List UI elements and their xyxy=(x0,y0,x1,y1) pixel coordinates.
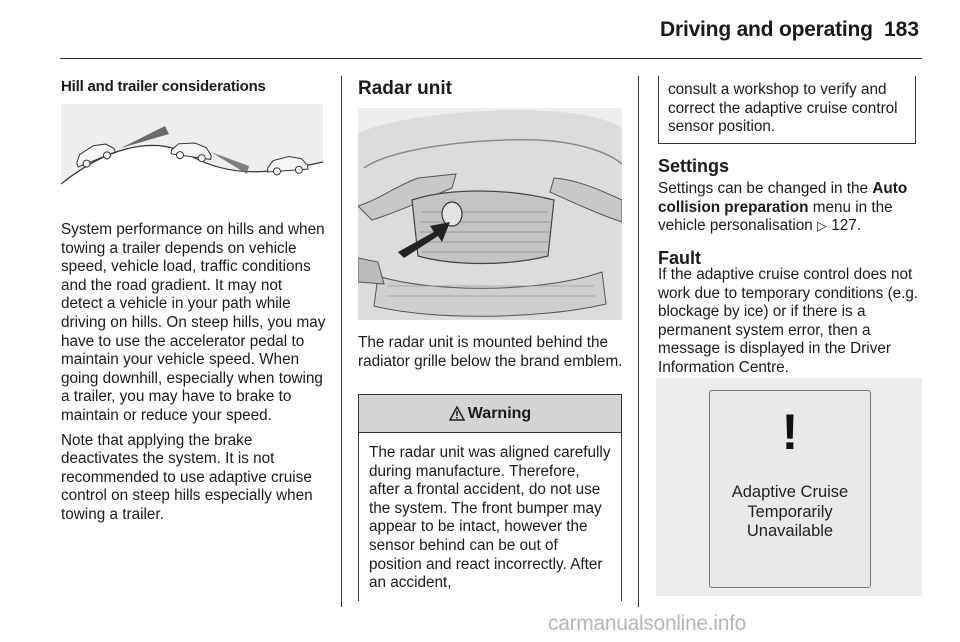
warning-box xyxy=(358,394,622,601)
column-divider-left xyxy=(341,76,342,607)
settings-text-pre: Settings can be changed in the xyxy=(658,180,873,197)
column-divider-right xyxy=(638,76,639,607)
watermark: carmanualsonline.info xyxy=(548,612,746,635)
settings-heading: Settings xyxy=(658,156,730,176)
fault-paragraph: If the adaptive cruise control does not work due to temporary conditions (e.g. blockage by ice) or if there is a permanent system error, then a message is displayed in the Driver Information Centre. xyxy=(658,266,919,376)
hill-trailer-illustration xyxy=(61,104,323,210)
settings-page-reference[interactable]: 127. xyxy=(831,217,862,235)
dic-message-line-3: Unavailable xyxy=(746,522,834,540)
settings-body xyxy=(658,180,924,242)
dic-message-line-1: Adaptive Cruise xyxy=(731,483,849,501)
driver-information-centre-illustration xyxy=(656,378,922,596)
dic-display xyxy=(709,390,871,588)
page-number: 183 xyxy=(884,18,920,41)
dic-message xyxy=(710,483,870,542)
warning-text: The radar unit was aligned carefully during manufacture. Therefore, after a frontal accident, do not use the system. The front bumper may appear to be intact, however the sensor behind can be out of position and react incorrectly. After an accident, xyxy=(369,444,611,592)
radar-unit-illustration xyxy=(358,108,622,320)
fault-body xyxy=(658,266,924,384)
exclamation-icon: ! xyxy=(781,404,799,460)
warning-continuation-box xyxy=(658,76,916,144)
header-rule xyxy=(60,58,922,59)
dic-message-line-2: Temporarily xyxy=(747,502,833,521)
settings-paragraph xyxy=(658,180,924,236)
warning-triangle-icon xyxy=(449,406,465,421)
running-header-title: Driving and operating xyxy=(660,18,873,41)
settings-text-post: menu in the vehicle personalisation xyxy=(658,198,893,235)
warning-label: Warning xyxy=(467,404,532,422)
hill-trailer-paragraph-2: Note that applying the brake deactivates the system. It is not recommended to use adaptive cruise control on steep hills especially when towing a trailer. xyxy=(61,431,313,523)
settings-menu-name: Auto collision preparation xyxy=(658,180,908,216)
radar-unit-paragraph: The radar unit is mounted behind the radiator grille below the brand emblem. xyxy=(358,334,623,370)
fault-heading: Fault xyxy=(658,248,701,268)
hill-trailer-paragraph-1: System performance on hills and when towing a trailer depends on vehicle speed, vehicle load, traffic conditions and the road gradient. It may not detect a vehicle in your path while driving on hills. On steep hills, you may have to use the accelerator pedal to maintain your vehicle speed. When going downhill, especially when towing a trailer, you may have to brake to maintain or reduce your speed. xyxy=(61,221,326,424)
warning-header xyxy=(359,395,621,433)
radar-unit-body xyxy=(358,334,624,377)
cross-reference-arrow-icon: ▷ xyxy=(817,218,828,234)
hill-trailer-body xyxy=(61,221,327,531)
warning-continuation-text: consult a workshop to verify and correct the adaptive cruise control sensor position. xyxy=(668,81,898,136)
hill-trailer-heading: Hill and trailer considerations xyxy=(61,78,266,95)
radar-unit-heading: Radar unit xyxy=(358,78,452,99)
